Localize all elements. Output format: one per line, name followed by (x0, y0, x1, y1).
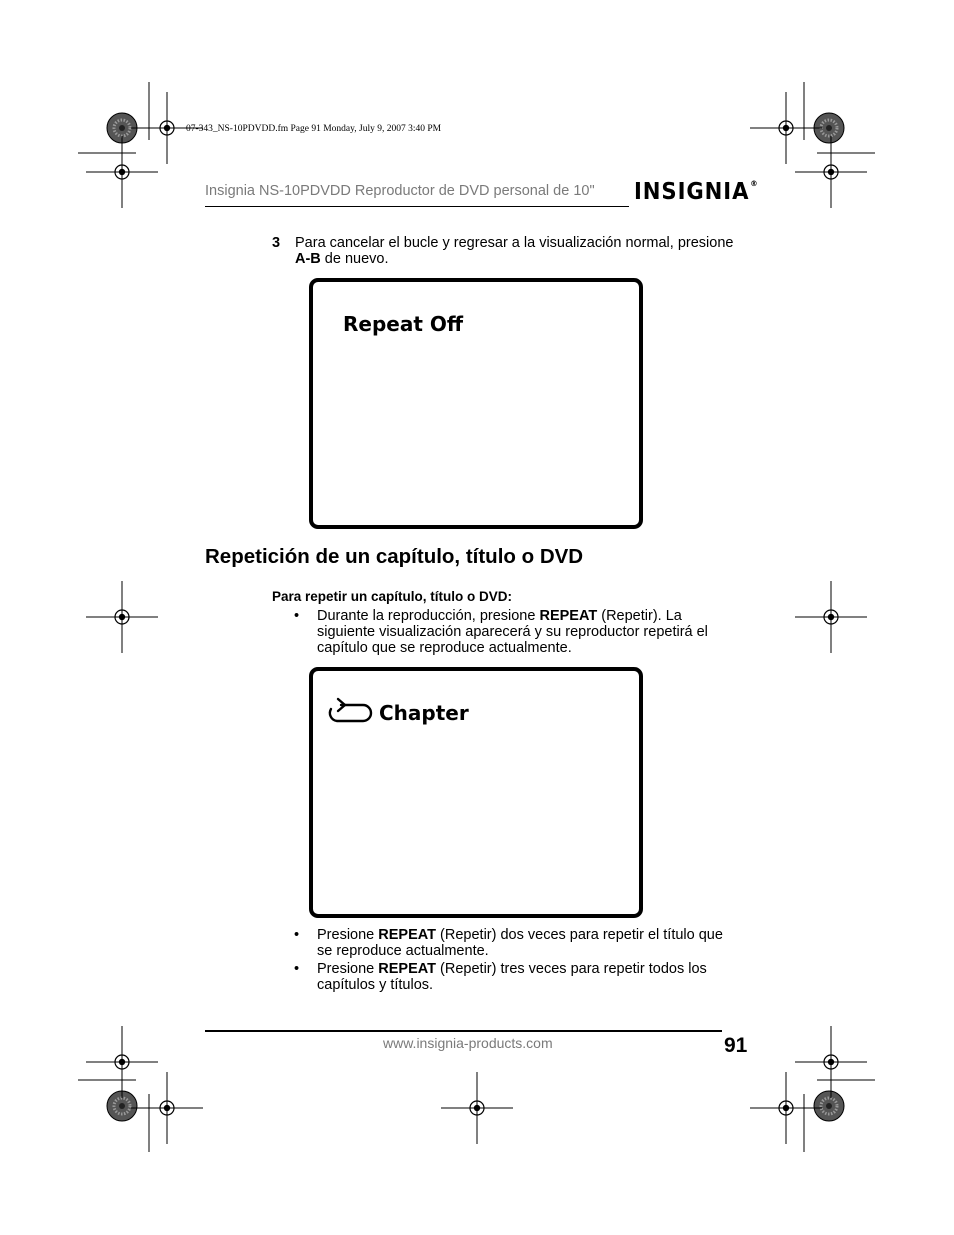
bullet-text: (Repetir) dos veces para repetir el título que se reproduce actualmente. (317, 927, 723, 959)
bullet-text: (Repetir). La siguiente visualización aparecerá y su reproductor repetirá el capítulo que se reproduce actualmente. (317, 608, 708, 656)
step-text (295, 235, 735, 267)
bullet-dot: • (294, 608, 300, 624)
crosshair-mark (795, 136, 867, 208)
footer-rule (205, 1030, 722, 1032)
footer-url: www.insignia-products.com (383, 1035, 553, 1051)
bullet-bold: REPEAT (378, 961, 437, 977)
step-text-after: de nuevo. (320, 251, 389, 267)
page-number: 91 (724, 1034, 748, 1057)
section-title: Repetición de un capítulo, título o DVD (205, 545, 584, 568)
bullet-item (317, 927, 742, 959)
step-text-bold: A-B (295, 251, 321, 267)
bullet-bold: REPEAT (378, 927, 437, 943)
bullet-bold: REPEAT (539, 608, 598, 624)
osd-text: Chapter (379, 701, 469, 725)
step-text-before: Para cancelar el bucle y regresar a la visualización normal, presione (295, 235, 734, 251)
insignia-logo (634, 179, 759, 205)
osd-screen-repeat-off (309, 278, 643, 529)
crosshair-mark (131, 1072, 203, 1144)
crosshair-mark (441, 1072, 513, 1144)
bullet-dot: • (294, 961, 300, 977)
crosshair-mark (86, 136, 158, 208)
bullet-text: (Repetir) tres veces para repetir todos los capítulos y títulos. (317, 961, 707, 993)
repeat-arrow-icon (327, 697, 377, 723)
step-number: 3 (272, 235, 281, 251)
bullet-text: Durante la reproducción, presione (317, 608, 540, 624)
crosshair-mark (86, 1026, 158, 1098)
crosshair-mark (750, 92, 822, 164)
bullet-text: Presione (317, 927, 379, 943)
crosshair-mark (795, 1026, 867, 1098)
osd-text: Repeat Off (343, 312, 464, 336)
section-subhead: Para repetir un capítulo, título o DVD: (272, 589, 513, 604)
logo-text: INSIGNIA (634, 179, 750, 205)
bullet-item (317, 608, 742, 656)
bullet-text: Presione (317, 961, 379, 977)
crosshair-mark (86, 581, 158, 653)
file-stamp: 07-343_NS-10PDVDD.fm Page 91 Monday, July 9, 2007 3:40 PM (186, 124, 442, 134)
crosshair-mark (795, 581, 867, 653)
registered-mark: ® (750, 179, 759, 188)
bullet-item (317, 961, 742, 993)
osd-screen-chapter (309, 667, 643, 918)
bullet-dot: • (294, 927, 300, 943)
crosshair-mark (750, 1072, 822, 1144)
starburst-mark (814, 1091, 844, 1121)
header-rule (205, 206, 629, 207)
header-title: Insignia NS-10PDVDD Reproductor de DVD personal de 10" (205, 183, 595, 199)
